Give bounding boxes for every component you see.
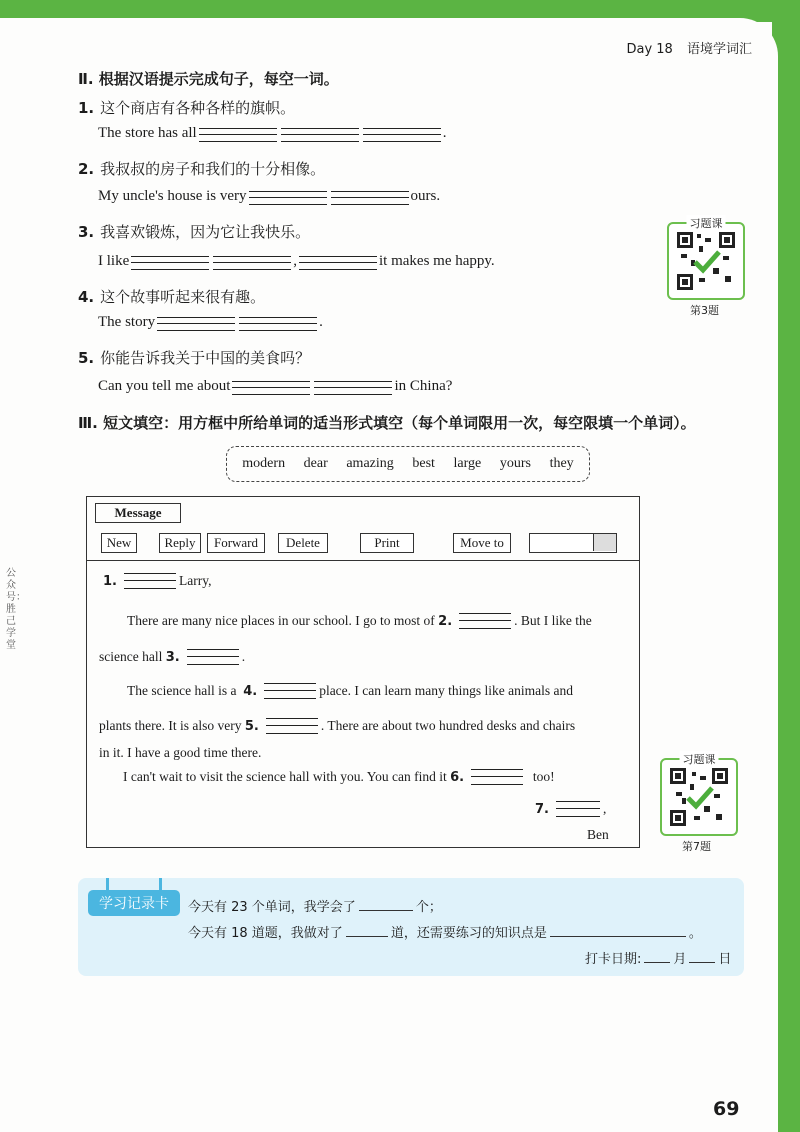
para2-line2 bbox=[99, 718, 575, 734]
move-to-button[interactable]: Move to bbox=[453, 533, 511, 553]
study-line2-c: 。 bbox=[688, 926, 702, 941]
word-they: they bbox=[549, 456, 574, 471]
qr2-label: 习题课 bbox=[680, 751, 719, 767]
day-label: 日 bbox=[718, 952, 732, 967]
para3-text-a: I can't wait to visit the science hall with you. You can find it bbox=[123, 769, 447, 784]
qr1-caption: 第3题 bbox=[690, 304, 719, 317]
question-2-zh bbox=[78, 158, 325, 179]
q5-zh: 你能告诉我关于中国的美食吗？ bbox=[100, 349, 311, 367]
para2-line1 bbox=[127, 683, 573, 699]
day-label: Day 18 bbox=[626, 42, 673, 57]
study-line2-a: 今天有 18 道题，我做对了 bbox=[188, 926, 343, 941]
section3-title: Ⅲ. 短文填空：用方框中所给单词的适当形式填空（每个单词限用一次，每空限填一个单词）。 bbox=[78, 414, 696, 432]
practice-points-blank[interactable] bbox=[550, 924, 686, 937]
month-label: 月 bbox=[673, 952, 687, 967]
q4-num: 4. bbox=[78, 288, 95, 306]
q4-blank-1[interactable] bbox=[157, 317, 235, 331]
greeting-text: Larry, bbox=[178, 573, 212, 588]
blank-5[interactable] bbox=[266, 718, 318, 734]
date-label: 打卡日期: bbox=[585, 952, 642, 967]
q2-post: ours. bbox=[410, 188, 441, 204]
q3-blank-3[interactable] bbox=[299, 256, 377, 270]
dropdown-arrow-icon[interactable] bbox=[593, 534, 616, 551]
word-bank bbox=[226, 446, 590, 482]
blank-5-num: 5. bbox=[244, 718, 259, 734]
qr-icon bbox=[677, 232, 735, 290]
blank-7-num: 7. bbox=[535, 801, 549, 817]
check-in-date bbox=[585, 948, 731, 967]
q2-blank-2[interactable] bbox=[331, 191, 409, 205]
q5-num: 5. bbox=[78, 349, 95, 367]
move-to-dropdown[interactable] bbox=[529, 533, 617, 553]
question-1-en bbox=[98, 125, 446, 142]
reply-button[interactable]: Reply bbox=[159, 533, 201, 553]
study-line-1 bbox=[188, 896, 442, 915]
para2-text-b: place. I can learn many things like animals and bbox=[319, 683, 573, 698]
correct-count-blank[interactable] bbox=[346, 924, 388, 937]
q3-mid: , bbox=[293, 253, 297, 269]
para2-text-e: in it. I have a good time there. bbox=[99, 745, 262, 760]
q1-post: . bbox=[442, 125, 447, 141]
qr-code-3[interactable] bbox=[667, 217, 745, 300]
para2-text-c: plants there. It is also very bbox=[99, 718, 242, 733]
q5-blank-1[interactable] bbox=[232, 381, 310, 395]
qr1-label: 习题课 bbox=[687, 215, 726, 231]
q1-pre: The store has all bbox=[98, 125, 197, 141]
blank-4[interactable] bbox=[264, 683, 316, 699]
question-4-en bbox=[98, 314, 323, 331]
study-line1-a: 今天有 23 个单词，我学会了 bbox=[188, 900, 356, 915]
para2-line3 bbox=[99, 745, 261, 761]
blank-6-num: 6. bbox=[450, 769, 465, 785]
q1-num: 1. bbox=[78, 99, 95, 117]
para1-text-c: science hall bbox=[99, 649, 163, 664]
print-button[interactable]: Print bbox=[360, 533, 414, 553]
q3-pre: I like bbox=[98, 253, 130, 269]
q2-zh: 我叔叔的房子和我们的十分相像。 bbox=[100, 160, 326, 178]
word-large: large bbox=[453, 456, 482, 471]
signature: Ben bbox=[587, 827, 609, 842]
q3-blank-2[interactable] bbox=[213, 256, 291, 270]
q5-pre: Can you tell me about bbox=[98, 378, 231, 394]
question-3-en bbox=[98, 253, 495, 270]
word-modern: modern bbox=[242, 456, 286, 471]
side-watermark: 公众号：胜己学堂 bbox=[6, 568, 26, 651]
para3-line1 bbox=[123, 769, 555, 785]
q4-blank-2[interactable] bbox=[239, 317, 317, 331]
word-amazing: amazing bbox=[346, 456, 394, 471]
para2-text-d: . There are about two hundred desks and chairs bbox=[320, 718, 576, 733]
q5-post: in China? bbox=[394, 378, 453, 394]
q3-post: it makes me happy. bbox=[379, 253, 495, 269]
delete-button[interactable]: Delete bbox=[278, 533, 328, 553]
blank-1[interactable] bbox=[124, 573, 176, 589]
question-5-zh bbox=[78, 347, 310, 368]
q1-blank-3[interactable] bbox=[363, 128, 441, 142]
para2-text-a: The science hall is a bbox=[127, 683, 237, 698]
para3-text-b: too! bbox=[532, 769, 555, 784]
q4-pre: The story bbox=[98, 314, 156, 330]
study-record-tag: 学习记录卡 bbox=[88, 890, 180, 916]
study-line1-b: 个； bbox=[415, 900, 442, 915]
question-3-zh bbox=[78, 221, 310, 242]
qr2-caption: 第7题 bbox=[682, 840, 711, 853]
blank-4-num: 4. bbox=[243, 683, 258, 699]
blank-7[interactable] bbox=[556, 801, 600, 817]
signoff-line: 7. , bbox=[535, 801, 607, 817]
q3-num: 3. bbox=[78, 223, 95, 241]
day-blank[interactable] bbox=[689, 950, 715, 963]
q2-num: 2. bbox=[78, 160, 95, 178]
question-5-en bbox=[98, 378, 452, 395]
question-4-zh bbox=[78, 286, 265, 307]
q1-zh: 这个商店有各种各样的旗帜。 bbox=[100, 99, 296, 117]
q1-blank-1[interactable] bbox=[199, 128, 277, 142]
page-header bbox=[616, 38, 752, 57]
month-blank[interactable] bbox=[644, 950, 670, 963]
word-yours: yours bbox=[499, 456, 531, 471]
blank-2-num: 2. bbox=[438, 613, 453, 629]
message-title: Message bbox=[95, 503, 181, 523]
q5-blank-2[interactable] bbox=[314, 381, 392, 395]
study-line2-b: 道，还需要练习的知识点是 bbox=[390, 926, 547, 941]
blank-2[interactable] bbox=[459, 613, 511, 629]
qr-code-7[interactable] bbox=[660, 753, 738, 836]
blank-6[interactable] bbox=[471, 769, 523, 785]
qr-icon bbox=[670, 768, 728, 826]
para1-line1 bbox=[127, 613, 592, 629]
q4-post: . bbox=[319, 314, 323, 330]
q2-blank-1[interactable] bbox=[249, 191, 327, 205]
topic-label: 语境学词汇 bbox=[686, 42, 752, 57]
q3-zh: 我喜欢锻炼，因为它让我快乐。 bbox=[100, 223, 311, 241]
para1-line2: science hall 3. . bbox=[99, 649, 246, 665]
blank-1-num: 1. bbox=[103, 573, 117, 589]
study-line-2 bbox=[188, 922, 702, 941]
forward-button[interactable]: Forward bbox=[207, 533, 265, 553]
q4-zh: 这个故事听起来很有趣。 bbox=[100, 288, 266, 306]
blank-3[interactable] bbox=[187, 649, 239, 665]
toolbar-divider bbox=[87, 560, 639, 561]
para1-text-b: . But I like the bbox=[514, 613, 592, 628]
greeting-line bbox=[103, 573, 211, 589]
word-dear: dear bbox=[303, 456, 328, 471]
page-number: 69 bbox=[713, 1098, 740, 1120]
blank-3-num: 3. bbox=[165, 649, 180, 665]
question-2-en bbox=[98, 188, 440, 205]
message-window bbox=[86, 496, 640, 848]
section2-title: Ⅱ. 根据汉语提示完成句子，每空一词。 bbox=[78, 70, 339, 88]
word-best: best bbox=[412, 456, 435, 471]
new-button[interactable]: New bbox=[101, 533, 137, 553]
q2-pre: My uncle's house is very bbox=[98, 188, 247, 204]
q3-blank-1[interactable] bbox=[131, 256, 209, 270]
para1-text-a: There are many nice places in our school. I go to most of bbox=[127, 613, 435, 628]
question-1-zh bbox=[78, 97, 295, 118]
q1-blank-2[interactable] bbox=[281, 128, 359, 142]
words-learned-blank[interactable] bbox=[359, 898, 413, 911]
